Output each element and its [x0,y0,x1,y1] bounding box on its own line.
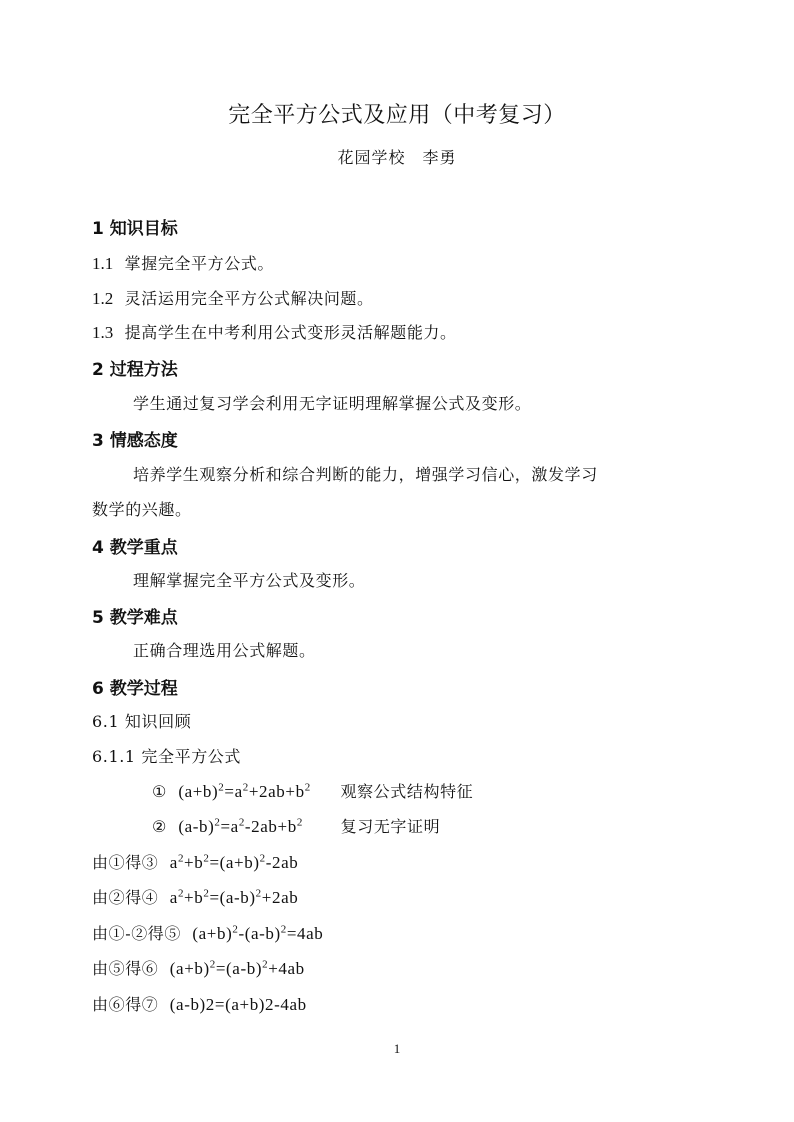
item-number: 1.1 [92,254,114,273]
formula-expression: $a^2+b^2=(a-b)^2+2ab$ [169,887,299,907]
derivation-prefix: 由②得④ [92,888,159,907]
circled-marker: ① [152,782,167,801]
formula-expression: $(a-b)^2=a^2-2ab+b^2$ [178,816,303,836]
subsection-heading: 6.1 知识回顾 [92,712,192,731]
derivation-line [92,992,307,1015]
item-text: 掌握完全平方公式。 [124,254,275,273]
derivation-prefix: 由①得③ [92,853,159,872]
section-heading-method: 2 过程方法 [92,360,178,380]
section-heading-difficulties: 5 教学难点 [92,608,178,628]
derivation-prefix: 由⑤得⑥ [92,959,159,978]
paragraph-line: 培养学生观察分析和综合判断的能力，增强学习信心，激发学习 [133,465,598,484]
paragraph: 正确合理选用公式解题。 [133,641,316,660]
derivation-line [92,956,305,979]
derivation-line [92,921,323,944]
list-item [92,320,457,343]
item-text: 灵活运用完全平方公式解决问题。 [124,289,374,308]
derivation-line [92,850,298,873]
formula-expression: $(a+b)^2=a^2+2ab+b^2$ [178,781,311,801]
author-line: 花园学校 李勇 [337,148,457,167]
section-heading-process: 6 教学过程 [92,679,178,699]
page-number: 1 [393,1041,401,1056]
item-number: 1.2 [92,289,114,308]
circled-marker: ② [152,817,167,836]
page-title: 完全平方公式及应用（中考复习） [228,103,566,128]
paragraph-line: 数学的兴趣。 [92,500,192,519]
formula-note: 复习无字证明 [340,817,441,836]
section-heading-objectives: 1 知识目标 [92,219,178,239]
derivation-prefix: 由⑥得⑦ [92,995,159,1014]
section-heading-attitude: 3 情感态度 [92,431,178,451]
formula-expression: (a-b)2=(a+b)2-4ab [169,995,307,1014]
formula-expression: $(a+b)^2=(a-b)^2+4ab$ [169,958,305,978]
list-item [92,286,374,309]
formula-note: 观察公式结构特征 [340,782,474,801]
section-heading-key-points: 4 教学重点 [92,538,178,558]
derivation-line [92,885,298,908]
item-text: 提高学生在中考利用公式变形灵活解题能力。 [124,323,457,342]
list-item [92,251,274,274]
item-number: 1.3 [92,323,114,342]
paragraph: 学生通过复习学会利用无字证明理解掌握公式及变形。 [133,394,532,413]
subsection-heading: 6.1.1 完全平方公式 [92,747,241,766]
derivation-prefix: 由①-②得⑤ [92,924,182,943]
paragraph: 理解掌握完全平方公式及变形。 [133,571,366,590]
formula-line [152,779,473,802]
formula-line [152,814,440,837]
formula-expression: $(a+b)^2-(a-b)^2=4ab$ [192,923,324,943]
formula-expression: $a^2+b^2=(a+b)^2-2ab$ [169,852,299,872]
